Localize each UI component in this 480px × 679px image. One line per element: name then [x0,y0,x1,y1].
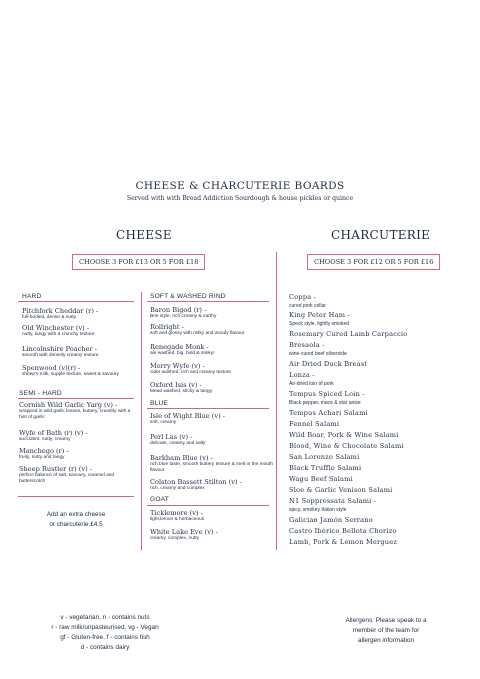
cheese-item [150,454,274,473]
section-divider [276,252,277,550]
cheese-item [150,433,274,447]
cheese-item [19,401,131,420]
cheese-item [150,478,274,492]
charcuterie-item: N1 Soppressata Salami - [289,497,377,505]
page-title: CHEESE & CHARCUTERIE BOARDS [135,180,345,192]
charcuterie-item: Castro Ibérico Bellota Chorizo [289,527,397,535]
cheese-item [22,345,134,359]
cheese-desc: creamy, complex, nutty [150,536,199,541]
charcuterie-heading: CHARCUTERIE [331,228,431,242]
cheese-item [150,343,274,357]
cheese-item [150,323,274,337]
cheese-name: Merry Wyfe (v) - [150,362,205,370]
cheese-desc: succulent, nutty, creamy [19,437,71,442]
charcuterie-item: Sloe & Garlic Venison Salami [289,486,393,494]
cheese-item [19,429,131,443]
cheese-desc: delicate, creamy and salty [150,441,206,446]
charcuterie-item: King Peter Ham - [289,311,350,319]
cheese-item [19,465,131,484]
cheese-name: Wyfe of Bath (r) (v) - [19,429,88,437]
allergens-line: allergen information [357,637,415,644]
cheese-name: Cornish Wild Garlic Yarg (v) - [19,401,118,409]
cheese-item [150,528,274,542]
section-hard-title: HARD [22,293,42,300]
charcuterie-item: Bresaola - [289,341,325,349]
cheese-desc: wrapped in wild garlic leaves, buttery, crumbly with a hint of garlic [19,409,131,420]
section-soft-rule [147,301,269,302]
cheese-item [150,381,274,395]
allergens-line: member of the team for [352,627,420,634]
cheese-item [150,362,274,376]
cheese-name: Baron Bigod (r) - [150,306,207,314]
legend-line: r - raw milk/unpasteurised. vg - Vegan [51,624,159,631]
charcuterie-offer-box: CHOOSE 3 FOR £12 OR 5 FOR £16 [307,254,440,270]
cheese-item [22,324,134,338]
cheese-name: Renegade Monk - [150,343,209,351]
cheese-name: Sheep Rustler (r) (v) - [19,465,92,473]
cheese-offer-box: CHOOSE 3 FOR £13 OR 5 FOR £18 [72,254,205,270]
cheese-heading: CHEESE [116,228,172,242]
cheese-desc: cider washed, rich and creamy texture [150,370,232,375]
allergens-line: Allergens: Please speak to a [345,617,427,624]
charcuterie-item: Tempus Spiced Loin - [289,390,365,398]
charcuterie-item: Rosemary Cured Lamb Carpaccio [289,330,408,338]
charcuterie-item: Coppa - [289,293,317,301]
cheese-item [150,306,274,320]
section-soft-title: SOFT & WASHED RIND [150,293,226,300]
extra-rule [18,496,134,497]
charcuterie-desc: Black pepper, mace & star anise [289,400,361,406]
cheese-desc: rich blue taste, smooth buttery texture & melt in the mouth flavour [150,462,273,473]
legend-line: gf - Gluten-free. f - contains fish [60,634,150,641]
section-blue-title: BLUE [150,400,169,407]
cheese-column-divider [141,292,142,550]
charcuterie-item: Black Truffle Salami [289,464,362,472]
cheese-desc: perfect balance of salt, savoury, caramel and butterscotch [19,473,115,484]
section-semi-hard-title: SEMI - HARD [19,390,62,397]
section-blue-rule [147,408,269,409]
charcuterie-desc: cured pork collar [289,303,326,309]
cheese-name: Barkham Blue (v) - [150,454,213,462]
charcuterie-item: Air Dried Duck Breast [289,360,368,368]
cheese-desc: soft and glossy with milky and woody flavour [150,331,245,336]
cheese-name: Colston Bassett Stilton (v) - [150,478,242,486]
cheese-desc: ale washed, big, bold & stinky! [150,351,215,356]
charcuterie-item: Galician Jamón Serrano [289,516,373,524]
cheese-desc: fruity, nutty and tangy [19,455,65,460]
cheese-name: Spenwood (v)(r) - [22,364,81,372]
cheese-desc: full-bodied, dense & nutty [22,315,77,320]
cheese-item [22,364,128,378]
charcuterie-desc: Speck style, lightly smoked [289,321,350,327]
cheese-desc: sheep's milk, supple texture, sweet & savoury [22,372,119,377]
cheese-name: Isle of Wight Blue (v) - [150,412,225,420]
charcuterie-desc: Air-dried loin of pork [289,381,334,387]
cheese-name: Pitchfork Cheddar (r) - [22,307,99,315]
cheese-item [19,447,131,461]
cheese-item [150,509,274,523]
cheese-name: Ticklemore (v) - [150,509,203,517]
cheese-desc: Mead washed, sticky & tangy [150,389,213,394]
cheese-name: Oxford Isis (v) - [150,381,202,389]
cheese-name: Manchego (r) - [19,447,69,455]
charcuterie-item: Lamb, Pork & Lemon Merguez [289,538,398,546]
cheese-name: Lincolnshire Poacher - [22,345,98,353]
cheese-desc: soft, creamy [150,420,177,425]
cheese-name: White Lake Eve (v) - [150,528,218,536]
cheese-desc: Brie style, rich creamy & earthy [150,314,217,319]
charcuterie-item: Wagu Beef Salami [289,475,353,483]
charcuterie-desc: spicy, smokey Italian style [289,507,347,513]
cheese-name: Perl Las (v) - [150,433,193,441]
cheese-desc: nutty, tangy with a crunchy texture [22,332,95,337]
section-semi-hard-rule [18,398,134,399]
cheese-name: Old Winchester (v) - [22,324,90,332]
page-subtitle: Served with with Bread Addiction Sourdough & house pickles or quince [126,195,354,202]
charcuterie-desc: wine-cured beef silverside [289,351,347,357]
charcuterie-item: Wild Boar, Pork & Wine Salami [289,431,399,439]
charcuterie-item: San Lorenzo Salami [289,453,360,461]
cheese-name: Rollright - [150,323,184,331]
section-hard-rule [18,301,134,302]
legend-line: v - vegetarian. n - contains nuts [60,614,150,621]
section-goat-title: GOAT [150,496,169,503]
extra-cheese-line1: Add an extra cheese [46,511,106,518]
charcuterie-item: Blood, Wine & Chocolate Salami [289,442,404,450]
cheese-desc: smooth with densely creamy texture [22,353,99,358]
extra-cheese-line2: or charcuterie £4.5 [49,521,103,528]
charcuterie-item: Lonza - [289,371,315,379]
cheese-item [150,412,274,426]
cheese-desc: light,lemon & herbaceous [150,517,205,522]
charcuterie-item: Tempus Achari Salami [289,409,368,417]
cheese-item [22,307,134,321]
section-goat-rule [147,505,269,506]
legend-line: d - contains dairy [80,644,130,651]
charcuterie-item: Fennel Salami [289,420,340,428]
cheese-desc: rich, creamy and complex [150,486,205,491]
